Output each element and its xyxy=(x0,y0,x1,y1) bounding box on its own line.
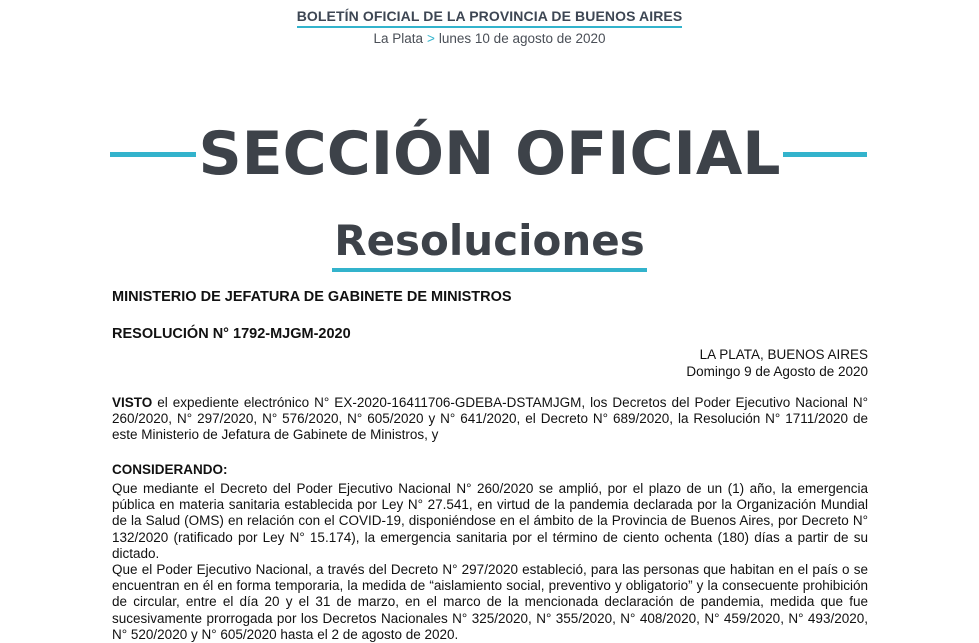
dateline-date: lunes 10 de agosto de 2020 xyxy=(438,31,606,46)
section-heading xyxy=(0,118,979,192)
place-and-date xyxy=(500,346,868,380)
bulletin-dateline xyxy=(0,31,979,46)
section-title: SECCIÓN OFICIAL xyxy=(198,119,781,189)
ministry-name: MINISTERIO DE JEFATURA DE GABINETE DE MINISTROS xyxy=(112,289,512,305)
visto-paragraph xyxy=(112,395,868,444)
bulletin-title: BOLETÍN OFICIAL DE LA PROVINCIA DE BUENOS AIRES xyxy=(297,8,683,28)
bulletin-header xyxy=(0,8,979,46)
considerando-paragraph-2: Que el Poder Ejecutivo Nacional, a través del Decreto N° 297/2020 estableció, para las personas que habitan en el país o se encuentran en él en forma temporaria, la medida de “aislamiento social, preventivo y obligatorio” y la consecuente prohibición de circular, entre el día 20 y el 31 de marzo, en el marco de la mencionada declaración de pandemia, medida que fue sucesivamente prorrogada por los Decretos Nacionales N° 325/2020, N° 355/2020, N° 408/2020, N° 459/2020, N° 493/2020, N° 520/2020 y N° 605/2020 hasta el 2 de agosto de 2020. xyxy=(112,562,868,642)
date: Domingo 9 de Agosto de 2020 xyxy=(686,364,868,379)
visto-label: VISTO xyxy=(112,395,153,410)
visto-text: el expediente electrónico N° EX-2020-16411706-GDEBA-DSTAMJGM, los Decretos del Poder Ejecutivo Nacional N° 260/2020, N° 297/2020, N° 576/2020, N° 605/2020 y N° 641/2020, el Decreto N° 689/2020, la Resolución N° 1711/2020 de este Ministerio de Jefatura de Gabinete de Ministros, y xyxy=(112,395,868,443)
dateline-city: La Plata xyxy=(373,31,423,46)
considerando-label: CONSIDERANDO: xyxy=(112,462,228,477)
dateline-separator: > xyxy=(427,31,435,46)
considerando-paragraph-1: Que mediante el Decreto del Poder Ejecutivo Nacional N° 260/2020 se amplió, por el plazo de un (1) año, la emergencia pública en materia sanitaria establecida por Ley N° 27.541, en virtud de la pandemia declarada por la Organización Mundial de la Salud (OMS) en relación con el COVID-19, disponiéndose en el ámbito de la Provincia de Buenos Aires, por Decreto N° 132/2020 (ratificado por Ley N° 15.174), la emergencia sanitaria por el término de ciento ochenta (180) días a partir de su dictado. xyxy=(112,481,868,561)
resolution-number: RESOLUCIÓN N° 1792-MJGM-2020 xyxy=(112,326,351,342)
subsection-heading xyxy=(0,214,979,272)
subsection-title: Resoluciones xyxy=(332,214,647,272)
place: LA PLATA, BUENOS AIRES xyxy=(699,347,868,362)
